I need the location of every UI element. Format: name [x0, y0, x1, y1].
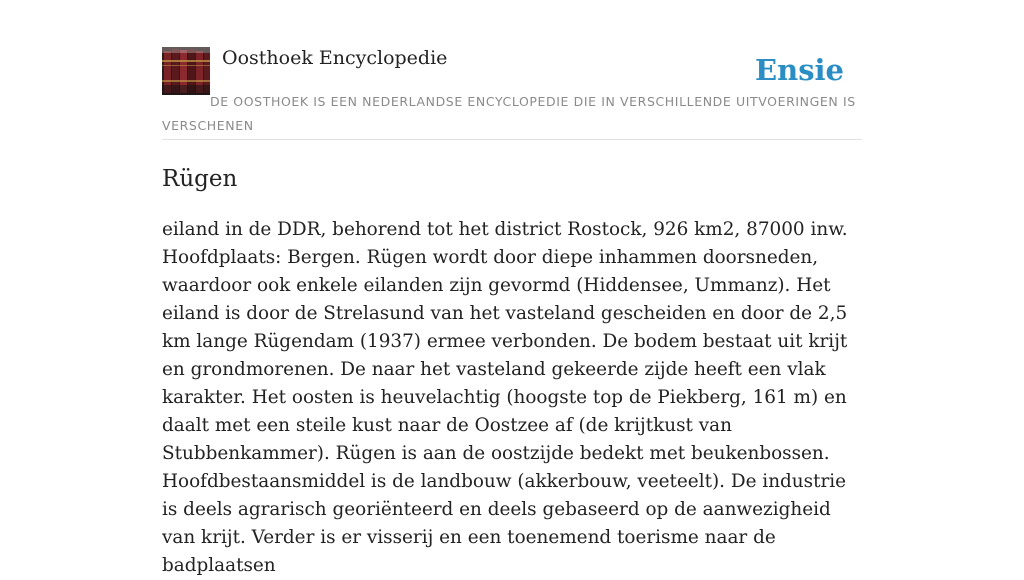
- avatar[interactable]: [162, 47, 210, 95]
- article-body: eiland in de DDR, behorend tot het district Rostock, 926 km2, 87000 inw. Hoofdplaats: Bergen. Rügen wordt door diepe inhammen doorsneden, waardoor ook enkele eilanden zijn gevormd (Hiddensee, Ummanz). Het eiland is door de Strelasund van het vasteland gescheiden en door de 2,5 km lange Rügendam (1937) ermee verbonden. De bodem bestaat uit krijt en grondmorenen. De naar het vasteland gekeerde zijde heeft een vlak karakter. Het oosten is heuvelachtig (hoogste top de Piekberg, 161 m) en daalt met een steile kust naar de Oostzee af (de krijtkust van Stubbenkammer). Rügen is aan de oostzijde bedekt met beukenbossen. Hoofdbestaansmiddel is de landbouw (akkerbouw, veeteelt). De industrie is deels agrarisch georiënteerd en deels gebaseerd op de aanwezigheid van krijt. Verder is er visserij en een toenemend toerisme naar de badplaatsen: [162, 219, 848, 576]
- site-title[interactable]: Oosthoek Encyclopedie: [222, 47, 448, 69]
- book-spines-icon: [162, 47, 210, 95]
- brand-logo[interactable]: Ensie: [755, 53, 844, 87]
- article-title: Rügen: [162, 166, 238, 192]
- site-header: [162, 46, 862, 140]
- site-tagline: DE OOSTHOEK IS EEN NEDERLANDSE ENCYCLOPEDIE DIE IN VERSCHILLENDE UITVOERINGEN IS VERSCHENEN: [162, 94, 856, 133]
